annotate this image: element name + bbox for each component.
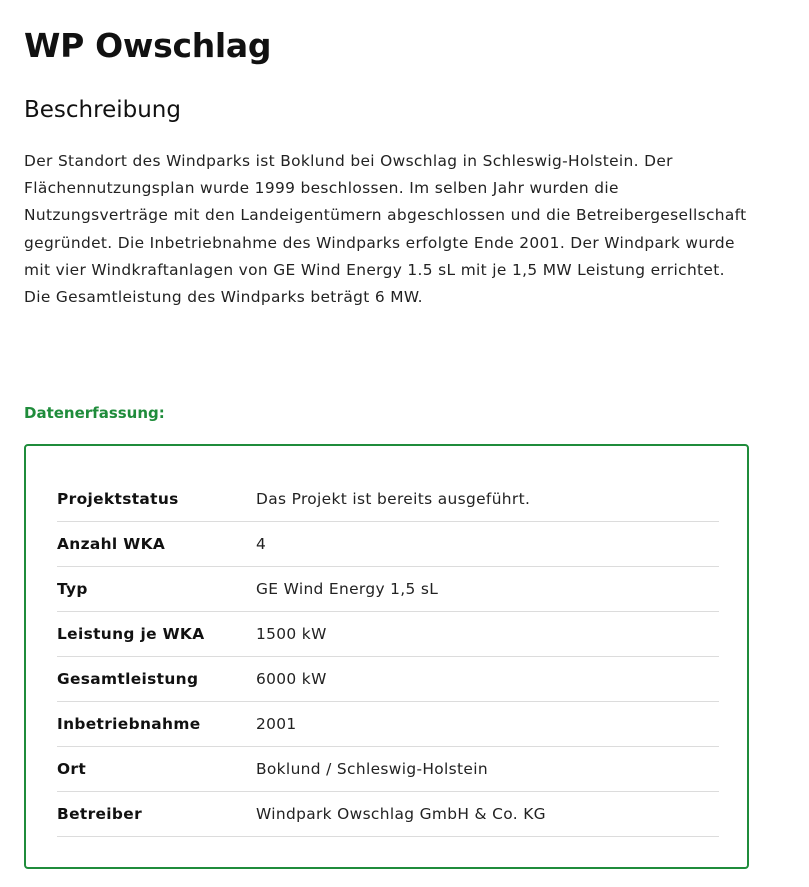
row-key: Anzahl WKA — [57, 522, 256, 567]
table-row — [57, 612, 719, 657]
table-row — [57, 522, 719, 567]
row-value: 2001 — [256, 702, 719, 747]
table-row — [57, 747, 719, 792]
section-heading: Beschreibung — [24, 97, 181, 123]
row-value: Boklund / Schleswig-Holstein — [256, 747, 719, 792]
table-row — [57, 792, 719, 837]
row-key: Projektstatus — [57, 477, 256, 522]
row-value: GE Wind Energy 1,5 sL — [256, 567, 719, 612]
table-row — [57, 657, 719, 702]
row-key: Betreiber — [57, 792, 256, 837]
data-table — [57, 477, 719, 837]
row-key: Leistung je WKA — [57, 612, 256, 657]
data-box — [24, 444, 749, 869]
row-key: Ort — [57, 747, 256, 792]
row-key: Typ — [57, 567, 256, 612]
row-value: 1500 kW — [256, 612, 719, 657]
description-text: Der Standort des Windparks ist Boklund bei Owschlag in Schleswig-Holstein. Der Flächennutzungsplan wurde 1999 beschlossen. Im selben Jahr wurden die Nutzungsverträge mit den Landeigentümern abgeschlossen und die Betreibergesellschaft gegründet. Die Inbetriebnahme des Windparks erfolgte Ende 2001. Der Windpark wurde mit vier Windkraftanlagen von GE Wind Energy 1.5 sL mit je 1,5 MW Leistung errichtet. Die Gesamtleistung des Windparks beträgt 6 MW. — [24, 152, 747, 307]
row-value: 6000 kW — [256, 657, 719, 702]
row-key: Gesamtleistung — [57, 657, 256, 702]
page-title: WP Owschlag — [24, 26, 272, 65]
row-value: 4 — [256, 522, 719, 567]
table-row — [57, 702, 719, 747]
row-key: Inbetriebnahme — [57, 702, 256, 747]
row-value: Windpark Owschlag GmbH & Co. KG — [256, 792, 719, 837]
datenerfassung-label: Datenerfassung: — [24, 404, 165, 422]
table-row — [57, 567, 719, 612]
row-value: Das Projekt ist bereits ausgeführt. — [256, 477, 719, 522]
table-row — [57, 477, 719, 522]
